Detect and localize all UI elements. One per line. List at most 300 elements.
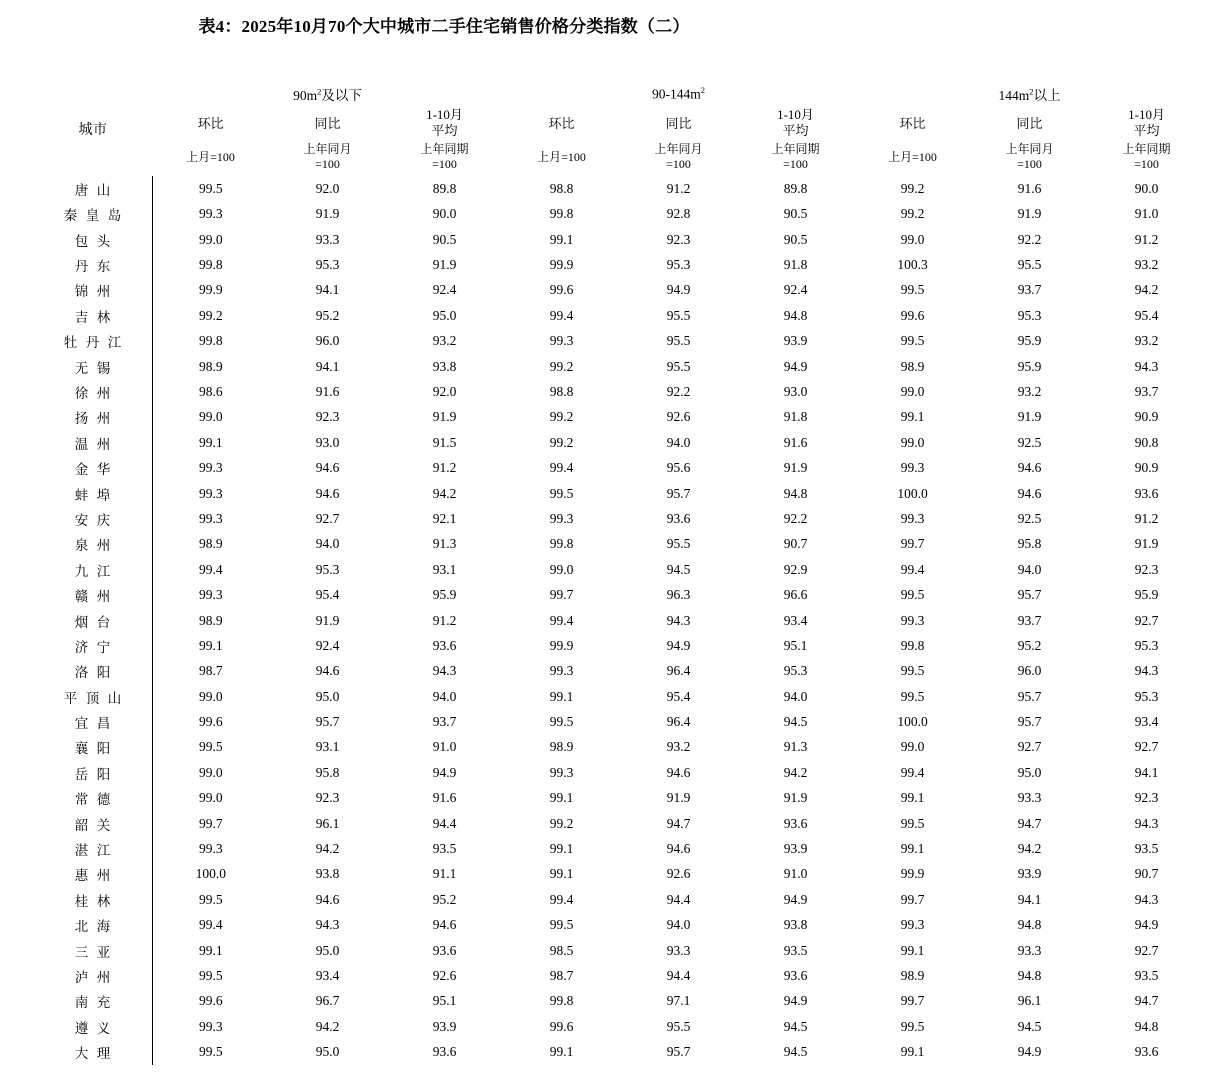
- value-cell: 91.9: [783, 460, 808, 476]
- city-name-cell: [34, 278, 152, 303]
- value-cell: 90.7: [1134, 866, 1159, 882]
- value-cell: 99.8: [549, 993, 574, 1009]
- value-cell: 95.5: [666, 358, 691, 374]
- city-name-text: 唐 山: [74, 182, 111, 198]
- value-cell: 99.0: [198, 409, 223, 425]
- table-row: [34, 557, 1205, 582]
- value-cell: 95.7: [666, 1044, 691, 1060]
- value-cell: 94.5: [1017, 1018, 1042, 1034]
- value-cell: 98.6: [198, 384, 223, 399]
- city-name-text: 惠 州: [74, 868, 111, 884]
- table-row: [34, 329, 1205, 354]
- value-cell: 91.9: [432, 257, 457, 273]
- value-cell: 99.5: [900, 815, 925, 831]
- value-cell: 91.3: [783, 739, 808, 755]
- value-cell: 93.5: [1134, 967, 1159, 983]
- city-name-text: 襄 阳: [74, 741, 111, 757]
- value-cell: 93.6: [666, 510, 691, 526]
- value-cell: 94.2: [1017, 841, 1042, 857]
- value-cell: 93.6: [1134, 1044, 1159, 1060]
- value-cell: 96.3: [666, 587, 691, 603]
- value-cell: 95.3: [315, 257, 340, 273]
- value-cell: 99.7: [900, 993, 925, 1009]
- value-cell: 99.5: [900, 333, 925, 349]
- value-cell: 93.6: [432, 942, 457, 958]
- table-container: [34, 37, 1171, 1065]
- value-cell: 99.3: [198, 841, 223, 857]
- value-cell: 95.3: [1017, 307, 1042, 323]
- value-cell: 95.5: [666, 536, 691, 552]
- value-cell: 94.0: [666, 917, 691, 933]
- value-cell: 99.8: [198, 257, 223, 273]
- value-cell: 95.5: [1017, 257, 1042, 273]
- value-cell: 95.9: [1134, 587, 1159, 603]
- value-cell: 100.0: [897, 485, 928, 501]
- value-cell: 99.8: [198, 333, 223, 349]
- city-name-cell: [34, 532, 152, 557]
- value-cell: 91.9: [1017, 206, 1042, 222]
- value-cell: 99.0: [900, 384, 925, 399]
- value-cell: 99.0: [198, 764, 223, 780]
- value-cell: 91.6: [432, 790, 457, 806]
- city-name-cell: [34, 735, 152, 760]
- value-cell: 94.0: [315, 536, 340, 552]
- value-cell: 95.9: [1017, 333, 1042, 349]
- value-cell: 99.1: [900, 841, 925, 857]
- table-row: [34, 786, 1205, 811]
- table-row: [34, 379, 1205, 404]
- value-cell: 99.5: [549, 714, 574, 730]
- value-cell: 95.3: [1134, 688, 1159, 704]
- table-row: [34, 887, 1205, 912]
- city-name-text: 吉 林: [74, 309, 111, 325]
- value-cell: 94.9: [1134, 917, 1159, 933]
- value-cell: 92.3: [1134, 561, 1159, 577]
- table-row: [34, 227, 1205, 252]
- value-cell: 99.1: [198, 942, 223, 958]
- value-cell: 99.4: [900, 561, 925, 577]
- value-cell: 99.3: [198, 587, 223, 603]
- table-row: [34, 354, 1205, 379]
- value-cell: 92.7: [1134, 942, 1159, 958]
- city-name-text: 济 宁: [74, 639, 111, 655]
- value-cell: 93.3: [1017, 942, 1042, 958]
- value-cell: 94.3: [1134, 815, 1159, 831]
- value-cell: 99.7: [198, 815, 223, 831]
- city-name-cell: [34, 329, 152, 354]
- price-index-table: [34, 81, 1205, 1065]
- value-cell: 95.3: [315, 561, 340, 577]
- value-cell: 95.4: [315, 587, 340, 603]
- value-cell: 93.6: [432, 637, 457, 653]
- header-group-144-above: $144m^2$以上: [998, 86, 1061, 103]
- header-basis-yoy-3: 上年同月 =100: [1005, 142, 1054, 172]
- table-row: [34, 836, 1205, 861]
- value-cell: 95.9: [1017, 358, 1042, 374]
- value-cell: 94.9: [666, 282, 691, 298]
- value-cell: 94.8: [1017, 967, 1042, 983]
- value-cell: 95.3: [1134, 637, 1159, 653]
- value-cell: 99.0: [900, 434, 925, 450]
- value-cell: 99.3: [549, 764, 574, 780]
- value-cell: 94.2: [783, 764, 808, 780]
- header-sub-avg-1: 1-10月 平均: [426, 107, 463, 138]
- value-cell: 95.8: [315, 764, 340, 780]
- city-name-cell: [34, 659, 152, 684]
- city-name-text: 温 州: [74, 436, 111, 452]
- value-cell: 94.9: [783, 891, 808, 907]
- city-name-text: 平 顶 山: [63, 690, 122, 706]
- value-cell: 95.1: [783, 637, 808, 653]
- value-cell: 91.0: [432, 739, 457, 755]
- city-name-cell: [34, 684, 152, 709]
- value-cell: 92.2: [1017, 231, 1042, 247]
- value-cell: 94.2: [432, 485, 457, 501]
- value-cell: 100.3: [897, 257, 928, 273]
- value-cell: 94.1: [315, 282, 340, 298]
- value-cell: 99.9: [549, 637, 574, 653]
- header-city-label: 城市: [78, 122, 108, 138]
- value-cell: 99.3: [900, 612, 925, 628]
- value-cell: 92.4: [315, 637, 340, 653]
- table-row: [34, 252, 1205, 277]
- value-cell: 96.1: [1017, 993, 1042, 1009]
- value-cell: 92.7: [1017, 739, 1042, 755]
- value-cell: 95.7: [315, 714, 340, 730]
- value-cell: 94.0: [666, 434, 691, 450]
- value-cell: 94.9: [783, 358, 808, 374]
- value-cell: 91.8: [783, 257, 808, 273]
- value-cell: 93.6: [783, 967, 808, 983]
- table-row: [34, 608, 1205, 633]
- header-basis-mom-3: 上月=100: [888, 149, 937, 164]
- city-name-cell: [34, 1039, 152, 1064]
- city-name-cell: [34, 582, 152, 607]
- value-cell: 94.6: [1017, 485, 1042, 501]
- table-row: [34, 455, 1205, 480]
- value-cell: 99.1: [198, 637, 223, 653]
- value-cell: 99.6: [549, 282, 574, 298]
- value-cell: 94.0: [432, 688, 457, 704]
- table-row: [34, 532, 1205, 557]
- city-name-text: 宜 昌: [74, 716, 111, 732]
- table-row: [34, 430, 1205, 455]
- value-cell: 98.9: [198, 536, 223, 552]
- value-cell: 95.8: [1017, 536, 1042, 552]
- value-cell: 99.2: [549, 434, 574, 450]
- table-row: [34, 303, 1205, 328]
- city-name-text: 常 德: [74, 792, 111, 808]
- city-name-cell: [34, 557, 152, 582]
- city-name-text: 三 亚: [74, 944, 111, 960]
- value-cell: 94.7: [1017, 815, 1042, 831]
- value-cell: 99.8: [549, 206, 574, 222]
- table-row: [34, 963, 1205, 988]
- value-cell: 95.6: [666, 460, 691, 476]
- value-cell: 99.2: [549, 409, 574, 425]
- value-cell: 94.8: [783, 485, 808, 501]
- value-cell: 94.9: [666, 637, 691, 653]
- value-cell: 93.3: [666, 942, 691, 958]
- table-row: [34, 202, 1205, 227]
- header-basis-avg-3: 上年同期 =100: [1122, 142, 1171, 172]
- value-cell: 99.0: [198, 688, 223, 704]
- value-cell: 92.6: [432, 967, 457, 983]
- table-row: [34, 862, 1205, 887]
- value-cell: 99.9: [549, 257, 574, 273]
- value-cell: 98.9: [900, 967, 925, 983]
- city-name-text: 岳 阳: [74, 766, 111, 782]
- value-cell: 93.4: [315, 967, 340, 983]
- value-cell: 94.2: [315, 841, 340, 857]
- table-row: [34, 176, 1205, 201]
- city-name-cell: [34, 354, 152, 379]
- value-cell: 100.0: [195, 866, 226, 882]
- value-cell: 99.1: [900, 790, 925, 806]
- value-cell: 94.7: [1134, 993, 1159, 1009]
- value-cell: 93.6: [783, 815, 808, 831]
- value-cell: 99.3: [549, 510, 574, 526]
- city-name-cell: [34, 887, 152, 912]
- city-name-text: 遵 义: [74, 1020, 111, 1036]
- value-cell: 90.0: [432, 206, 457, 222]
- value-cell: 94.5: [666, 561, 691, 577]
- city-name-text: 徐 州: [74, 386, 111, 401]
- value-cell: 94.9: [1017, 1044, 1042, 1060]
- header-basis-mom-1: 上月=100: [186, 149, 235, 164]
- value-cell: 92.3: [1134, 790, 1159, 806]
- value-cell: 99.0: [549, 561, 574, 577]
- value-cell: 92.0: [315, 180, 340, 196]
- value-cell: 99.1: [198, 434, 223, 450]
- header-sub-yoy-3: 同比: [1016, 116, 1043, 132]
- city-name-text: 秦 皇 岛: [63, 208, 122, 224]
- value-cell: 99.2: [549, 358, 574, 374]
- value-cell: 94.1: [315, 358, 340, 374]
- header-sub-mom-2: 环比: [548, 116, 575, 132]
- value-cell: 99.5: [198, 739, 223, 755]
- value-cell: 99.3: [549, 663, 574, 679]
- value-cell: 94.5: [783, 714, 808, 730]
- city-name-cell: [34, 963, 152, 988]
- city-name-text: 丹 东: [74, 259, 111, 275]
- value-cell: 99.1: [900, 1044, 925, 1060]
- table-row: [34, 405, 1205, 430]
- value-cell: 92.4: [432, 282, 457, 298]
- value-cell: 90.5: [432, 231, 457, 247]
- value-cell: 99.4: [549, 891, 574, 907]
- value-cell: 94.3: [315, 917, 340, 933]
- value-cell: 92.7: [1134, 612, 1159, 628]
- table-row: [34, 278, 1205, 303]
- city-name-cell: [34, 709, 152, 734]
- value-cell: 95.0: [432, 307, 457, 323]
- value-cell: 91.9: [783, 790, 808, 806]
- value-cell: 99.1: [549, 790, 574, 806]
- value-cell: 99.5: [900, 688, 925, 704]
- value-cell: 95.9: [432, 587, 457, 603]
- city-name-text: 泉 州: [74, 538, 111, 554]
- value-cell: 92.2: [783, 510, 808, 526]
- header-sub-mom-1: 环比: [197, 116, 224, 132]
- city-name-cell: [34, 405, 152, 430]
- value-cell: 93.2: [1134, 333, 1159, 349]
- value-cell: 99.3: [900, 510, 925, 526]
- header-group-row: [34, 81, 1205, 107]
- value-cell: 90.9: [1134, 460, 1159, 476]
- value-cell: 95.0: [1017, 764, 1042, 780]
- value-cell: 91.0: [1134, 206, 1159, 222]
- value-cell: 93.4: [783, 612, 808, 628]
- value-cell: 91.9: [666, 790, 691, 806]
- city-name-text: 蚌 埠: [74, 487, 111, 503]
- value-cell: 94.1: [1134, 764, 1159, 780]
- table-row: [34, 684, 1205, 709]
- value-cell: 91.9: [1134, 536, 1159, 552]
- value-cell: 99.3: [900, 917, 925, 933]
- value-cell: 91.3: [432, 536, 457, 552]
- value-cell: 95.5: [666, 307, 691, 323]
- value-cell: 94.2: [315, 1018, 340, 1034]
- value-cell: 98.5: [549, 942, 574, 958]
- value-cell: 92.3: [315, 409, 340, 425]
- city-name-cell: [34, 303, 152, 328]
- value-cell: 94.8: [1134, 1018, 1159, 1034]
- header-sub-avg-3: 1-10月 平均: [1128, 107, 1165, 138]
- value-cell: 99.6: [198, 714, 223, 730]
- value-cell: 92.9: [783, 561, 808, 577]
- city-name-text: 湛 江: [74, 843, 111, 859]
- value-cell: 94.8: [1017, 917, 1042, 933]
- value-cell: 93.9: [783, 333, 808, 349]
- value-cell: 93.1: [315, 739, 340, 755]
- value-cell: 99.1: [900, 409, 925, 425]
- value-cell: 99.4: [549, 307, 574, 323]
- value-cell: 99.8: [900, 637, 925, 653]
- value-cell: 92.7: [1134, 739, 1159, 755]
- value-cell: 92.2: [666, 384, 691, 399]
- value-cell: 100.0: [897, 714, 928, 730]
- value-cell: 93.4: [1134, 714, 1159, 730]
- value-cell: 99.0: [900, 739, 925, 755]
- value-cell: 95.7: [666, 485, 691, 501]
- city-name-cell: [34, 252, 152, 277]
- city-name-text: 赣 州: [74, 589, 111, 605]
- city-name-text: 锦 州: [74, 284, 111, 300]
- header-sub-mom-3: 环比: [899, 116, 926, 132]
- value-cell: 99.0: [198, 231, 223, 247]
- value-cell: 94.6: [315, 663, 340, 679]
- value-cell: 93.6: [1134, 485, 1159, 501]
- value-cell: 98.8: [549, 384, 574, 399]
- value-cell: 96.1: [315, 815, 340, 831]
- value-cell: 94.3: [1134, 358, 1159, 374]
- value-cell: 92.5: [1017, 434, 1042, 450]
- value-cell: 94.6: [315, 485, 340, 501]
- header-sub-avg-2: 1-10月 平均: [777, 107, 814, 138]
- value-cell: 99.5: [198, 967, 223, 983]
- city-name-cell: [34, 862, 152, 887]
- value-cell: 92.4: [783, 282, 808, 298]
- value-cell: 99.5: [198, 180, 223, 196]
- value-cell: 93.7: [1017, 612, 1042, 628]
- value-cell: 89.8: [783, 180, 808, 196]
- value-cell: 93.2: [432, 333, 457, 349]
- value-cell: 93.2: [666, 739, 691, 755]
- city-name-text: 北 海: [74, 919, 111, 935]
- value-cell: 99.3: [549, 333, 574, 349]
- value-cell: 90.8: [1134, 434, 1159, 450]
- value-cell: 98.9: [549, 739, 574, 755]
- value-cell: 95.5: [666, 1018, 691, 1034]
- city-name-text: 牡 丹 江: [63, 335, 122, 351]
- value-cell: 99.6: [549, 1018, 574, 1034]
- header-sub-yoy-1: 同比: [314, 116, 341, 132]
- value-cell: 94.8: [783, 307, 808, 323]
- value-cell: 99.0: [198, 790, 223, 806]
- value-cell: 93.5: [432, 841, 457, 857]
- value-cell: 94.3: [666, 612, 691, 628]
- value-cell: 92.7: [315, 510, 340, 526]
- city-name-cell: [34, 176, 152, 201]
- value-cell: 93.9: [432, 1018, 457, 1034]
- value-cell: 91.6: [783, 434, 808, 450]
- value-cell: 97.1: [666, 993, 691, 1009]
- value-cell: 99.4: [198, 561, 223, 577]
- value-cell: 95.5: [666, 333, 691, 349]
- city-name-text: 南 充: [74, 995, 111, 1011]
- city-name-cell: [34, 836, 152, 861]
- value-cell: 96.4: [666, 714, 691, 730]
- value-cell: 91.0: [783, 866, 808, 882]
- table-row: [34, 481, 1205, 506]
- table-body: [34, 176, 1205, 1065]
- value-cell: 89.8: [432, 180, 457, 196]
- value-cell: 95.4: [666, 688, 691, 704]
- value-cell: 94.6: [1017, 460, 1042, 476]
- value-cell: 91.6: [1017, 180, 1042, 196]
- value-cell: 99.1: [549, 688, 574, 704]
- value-cell: 95.0: [315, 688, 340, 704]
- city-name-cell: [34, 760, 152, 785]
- value-cell: 99.3: [198, 510, 223, 526]
- value-cell: 94.4: [666, 967, 691, 983]
- city-name-text: 大 理: [74, 1046, 111, 1062]
- value-cell: 95.2: [432, 891, 457, 907]
- table-row: [34, 506, 1205, 531]
- value-cell: 93.3: [1017, 790, 1042, 806]
- value-cell: 92.6: [666, 866, 691, 882]
- value-cell: 99.1: [549, 231, 574, 247]
- value-cell: 95.0: [315, 942, 340, 958]
- value-cell: 99.5: [549, 917, 574, 933]
- table-row: [34, 659, 1205, 684]
- value-cell: 99.7: [900, 536, 925, 552]
- header-basis-avg-1: 上年同期 =100: [420, 142, 469, 172]
- value-cell: 99.7: [900, 891, 925, 907]
- table-row: [34, 760, 1205, 785]
- value-cell: 99.1: [900, 942, 925, 958]
- value-cell: 98.8: [549, 180, 574, 196]
- value-cell: 94.6: [666, 841, 691, 857]
- value-cell: 93.3: [315, 231, 340, 247]
- value-cell: 99.5: [549, 485, 574, 501]
- value-cell: 93.2: [1134, 257, 1159, 273]
- table-row: [34, 938, 1205, 963]
- value-cell: 99.7: [549, 587, 574, 603]
- city-name-text: 九 江: [74, 563, 111, 579]
- value-cell: 94.6: [315, 460, 340, 476]
